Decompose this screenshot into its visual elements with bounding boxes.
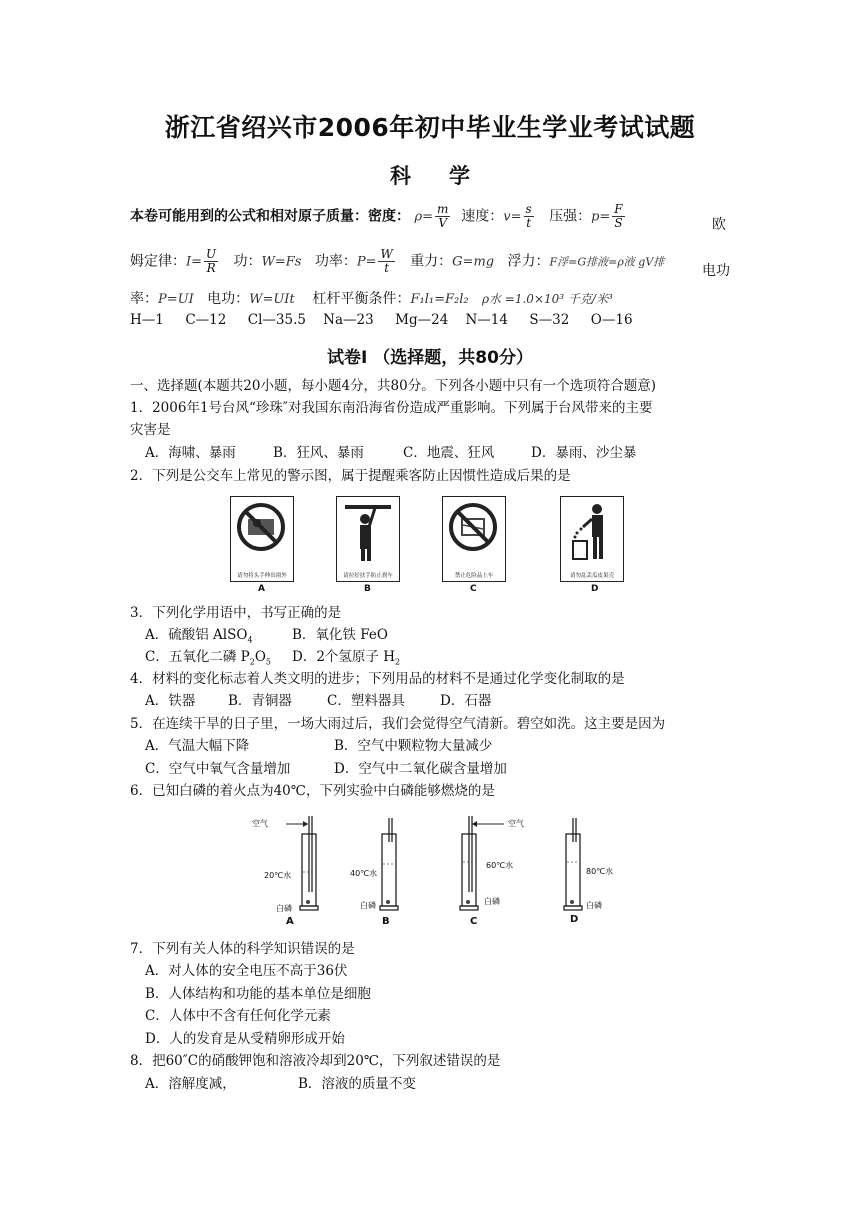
tube-a-phosphorus-label: 白磷 — [276, 904, 292, 913]
test-tubes-figure — [250, 812, 630, 930]
q3c-mid: O — [254, 649, 266, 665]
test-tubes-drawing — [250, 812, 630, 930]
density-fraction — [435, 203, 450, 230]
power-fraction — [378, 248, 394, 275]
water-density: ρ水 =1.0×10³ 千克/米³ — [481, 292, 613, 306]
q8-option-b: B．溶液的质量不变 — [298, 1076, 416, 1092]
tube-d-temp-label: 80℃水 — [586, 867, 614, 876]
speed-label: 速度： — [461, 208, 504, 225]
section-title: 试卷Ⅰ （选择题，共80分） — [327, 348, 533, 368]
exam-subject: 科学 — [390, 164, 508, 188]
gravity-label: 重力： — [410, 253, 453, 270]
formula-line-2 — [130, 248, 730, 275]
pressure-fraction — [612, 203, 624, 230]
q3-option-b: B．氧化铁 FeO — [292, 627, 388, 643]
ohm-den: R — [206, 261, 216, 275]
q7-stem: 7．下列有关人体的科学知识错误的是 — [130, 941, 355, 957]
q3-option-c — [145, 648, 271, 672]
buoy-label: 浮力： — [507, 253, 550, 270]
tube-c-temp-label: 60℃水 — [486, 861, 514, 870]
q5-option-c: C．空气中氧气含量增加 — [145, 761, 291, 777]
sign-d — [560, 496, 624, 582]
tube-c-phosphorus-label: 白磷 — [484, 897, 500, 906]
ohm-num: U — [206, 247, 217, 261]
q3-option-a — [145, 626, 253, 650]
sign-d-caption: 请勿乱丢瓜皮果壳 — [569, 573, 614, 579]
q5-option-d: D．空气中二氧化碳含量增加 — [334, 761, 507, 777]
q4-stem: 4．材料的变化标志着人类文明的进步；下列用品的材料不是通过化学变化制取的是 — [130, 671, 625, 687]
formula-line-3 — [130, 288, 730, 308]
q3d-text: D．2个氢原子 H — [292, 649, 395, 665]
ohm-expr: I= — [186, 254, 203, 270]
speed-den: t — [526, 216, 532, 230]
lever-label: 杠杆平衡条件： — [312, 291, 411, 307]
sign-d-letter: D — [591, 584, 599, 594]
pressure-expr: p= — [591, 209, 611, 225]
warning-signs-figure — [228, 492, 648, 596]
speed-fraction — [524, 203, 534, 230]
tube-c-air-label: 空气 — [508, 819, 524, 828]
q4-option-b: B．青铜器 — [228, 693, 292, 709]
work-expr: W=Fs — [261, 254, 302, 270]
ohm-label-b: 姆定律： — [130, 253, 186, 270]
sign-a — [230, 496, 294, 582]
ohm-label-a: 欧 — [712, 217, 726, 233]
tube-b-temp-label: 40℃水 — [350, 869, 378, 878]
formula-intro: 本卷可能用到的公式和相对原子质量：密度： — [130, 208, 410, 225]
q3c-sub2: 5 — [265, 657, 271, 667]
epower-label-a: 电功 — [702, 263, 730, 279]
ework-expr: W=UIt — [249, 292, 295, 307]
q5-stem: 5．在连续干旱的日子里，一场大雨过后，我们会觉得空气清新。碧空如洗。这主要是因为 — [130, 716, 666, 732]
q3a-text: A．硫酸铝 AlSO — [145, 627, 248, 643]
q1-option-d: D．暴雨、沙尘暴 — [531, 445, 637, 461]
q3a-sub: 4 — [247, 635, 253, 645]
q3-stem: 3．下列化学用语中，书写正确的是 — [130, 605, 342, 621]
power-expr: P= — [356, 254, 377, 270]
sign-a-letter: A — [258, 584, 265, 594]
no-littering-icon — [561, 497, 622, 567]
buoy-expr: F浮=G排液=ρ液 gV排 — [549, 255, 665, 269]
q5-option-b: B．空气中颗粒物大量减少 — [334, 738, 493, 754]
sign-b-letter: B — [364, 584, 371, 594]
pressure-num: F — [614, 202, 623, 216]
q3c-text: C．五氧化二磷 P — [145, 649, 250, 665]
q4-option-d: D．石器 — [440, 693, 492, 709]
q1-option-a: A．海啸、暴雨 — [145, 445, 236, 461]
speed-num: s — [525, 202, 532, 216]
density-expr: ρ= — [414, 209, 433, 225]
q4-option-a: A．铁器 — [145, 693, 196, 709]
sign-b-caption: 请拉好扶手防止刹车 — [343, 573, 393, 579]
power-label: 功率： — [314, 253, 357, 270]
q8-option-a: A．溶解度减， — [145, 1076, 236, 1092]
power-num: W — [380, 247, 393, 261]
q6-stem: 6．已知白磷的着火点为40℃，下列实验中白磷能够燃烧的是 — [130, 783, 495, 799]
tube-d-letter: D — [570, 914, 579, 925]
q1-option-c: C．地震、狂风 — [403, 445, 495, 461]
hold-handrail-icon — [337, 497, 398, 567]
q7-option-c: C．人体中不含有任何化学元素 — [145, 1008, 331, 1024]
density-den: V — [438, 216, 448, 230]
work-label: 功： — [233, 253, 262, 270]
tube-b-letter: B — [382, 916, 390, 927]
ohm-fraction — [204, 248, 218, 275]
q1-stem-2: 灾害是 — [130, 422, 171, 438]
tube-a-temp-label: 20℃水 — [264, 871, 292, 880]
no-head-out-icon — [231, 497, 292, 567]
sign-a-caption: 请勿将头手伸出窗外 — [237, 573, 287, 579]
sign-c-caption: 禁止危险品上车 — [454, 573, 494, 579]
sign-c-letter: C — [470, 584, 477, 594]
sign-b — [336, 496, 400, 582]
power-den: t — [384, 261, 390, 275]
pressure-den: S — [614, 216, 623, 230]
ework-label: 电功： — [207, 291, 250, 307]
q3d-sub: 2 — [394, 657, 401, 667]
tube-a-air-label: 空气 — [252, 819, 268, 828]
tube-d-phosphorus-label: 白磷 — [586, 901, 602, 910]
instructions: 一、选择题(本题共20小题，每小题4分，共80分。下列各小题中只有一个选项符合题意) — [130, 378, 656, 394]
epower-label-b: 率： — [130, 291, 158, 307]
epower-expr: P=UI — [158, 292, 194, 307]
speed-expr: v= — [503, 209, 522, 225]
q7-option-b: B．人体结构和功能的基本单位是细胞 — [145, 986, 371, 1002]
pressure-label: 压强： — [549, 208, 592, 225]
density-num: m — [437, 202, 449, 216]
q7-option-a: A．对人体的安全电压不高于36伏 — [145, 963, 348, 979]
q3-option-d — [292, 648, 400, 672]
q3c-sub1: 2 — [249, 657, 255, 667]
q7-option-d: D．人的发育是从受精卵形成开始 — [145, 1031, 345, 1047]
formula-line-1 — [130, 203, 730, 230]
q1-stem-1: 1．2006年1号台风“珍珠″对我国东南沿海省份造成严重影响。下列属于台风带来的主要 — [130, 400, 653, 416]
atomic-masses: H—1 C—12 Cl—35.5 Na—23 Mg—24 N—14 S—32 O—16 — [130, 312, 633, 328]
tube-a-letter: A — [286, 916, 294, 927]
q8-stem: 8．把60″C的硝酸钾饱和溶液冷却到20℃，下列叙述错误的是 — [130, 1053, 501, 1069]
tube-c-letter: C — [470, 916, 478, 927]
tube-b-phosphorus-label: 白磷 — [360, 901, 376, 910]
q5-option-a: A．气温大幅下降 — [145, 738, 250, 754]
sign-c — [442, 496, 506, 582]
no-dangerous-goods-icon — [443, 497, 504, 567]
exam-title: 浙江省绍兴市2006年初中毕业生学业考试试题 — [164, 113, 696, 142]
q1-option-b: B．狂风、暴雨 — [273, 445, 364, 461]
q4-option-c: C．塑料器具 — [327, 693, 405, 709]
lever-expr: F₁l₁=F₂l₂ — [410, 292, 469, 307]
gravity-expr: G=mg — [452, 254, 495, 270]
q2-stem: 2．下列是公交车上常见的警示图，属于提醒乘客防止因惯性造成后果的是 — [130, 468, 571, 484]
